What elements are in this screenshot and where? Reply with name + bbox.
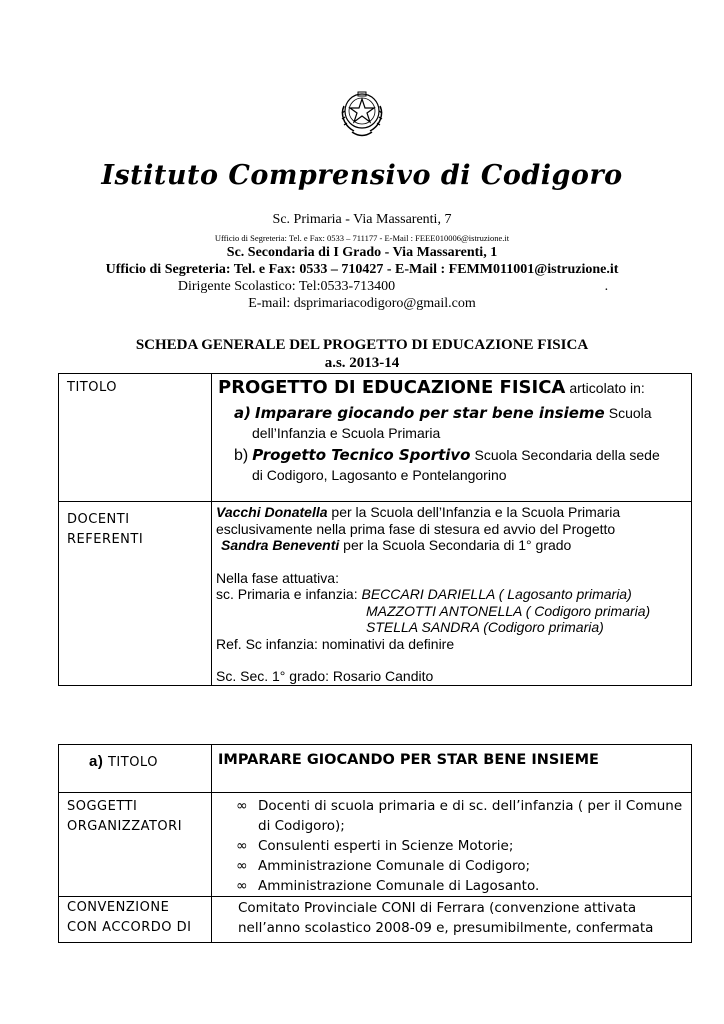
organizzatori-label: ORGANIZZATORI xyxy=(67,819,183,834)
primaria-infanzia-label: sc. Primaria e infanzia: xyxy=(216,586,362,602)
institute-title: Istituto Comprensivo di Codigoro xyxy=(101,160,623,191)
header-line-dirigente xyxy=(0,279,724,295)
teacher-role-2: per la Scuola Secondaria di 1° grado xyxy=(339,537,572,553)
ref-secondaria: Sc. Sec. 1° grado: Rosario Candito xyxy=(216,668,434,684)
a-label-prefix: a) xyxy=(89,753,104,770)
infinity-bullet-icon: ∞ xyxy=(236,878,248,894)
convenzione-text-1: Comitato Provinciale CONI di Ferrara (convenzione attivata xyxy=(238,900,637,916)
soggetto-text: Amministrazione Comunale di Lagosanto. xyxy=(258,878,540,894)
a-titolo-content-cell xyxy=(212,745,692,793)
convenzione-text-2: nell’anno scolastico 2008-09 e, presumibilmente, confermata xyxy=(238,920,654,936)
soggetti-label-cell xyxy=(59,793,212,897)
infinity-bullet-icon: ∞ xyxy=(236,838,248,854)
header-line-secondaria: Sc. Secondaria di I Grado - Via Massarenti, 1 xyxy=(226,245,498,260)
list-item xyxy=(236,876,691,896)
a-titolo-label-cell xyxy=(59,745,212,793)
header-line-primaria-contacts: Ufficio di Segreteria: Tel. e Fax: 0533 – 711177 - E-Mail : FEEE010006@istruzione.it xyxy=(214,233,510,243)
teacher-name-2: Sandra Beneventi xyxy=(221,537,340,553)
accordo-label: CON ACCORDO DI xyxy=(67,920,192,935)
attuativa-label: Nella fase attuativa: xyxy=(216,569,339,586)
list-item xyxy=(236,856,691,876)
soggetti-label: SOGGETTI xyxy=(67,799,138,814)
sub-a-rest: Scuola xyxy=(608,405,652,421)
ref-infanzia: Ref. Sc infanzia: nominativi da definire xyxy=(216,635,455,652)
infinity-bullet-icon: ∞ xyxy=(236,798,248,814)
soggetto-text: di Codigoro); xyxy=(258,818,345,834)
titolo-content-cell xyxy=(212,374,692,502)
sub-b-rest: Scuola Secondaria della sede xyxy=(474,447,660,463)
a-titolo-label: TITOLO xyxy=(107,755,158,770)
republic-emblem-icon xyxy=(336,84,388,142)
list-item xyxy=(236,816,691,836)
docenti-label: DOCENTI xyxy=(67,512,130,527)
sub-b-title: Progetto Tecnico Sportivo xyxy=(252,446,471,464)
ref-mazzotti: MAZZOTTI ANTONELLA ( Codigoro primaria) xyxy=(366,602,651,619)
header-line-email: E-mail: dsprimariacodigoro@gmail.com xyxy=(248,296,476,311)
soggetto-text: Amministrazione Comunale di Codigoro; xyxy=(258,858,531,874)
table-row xyxy=(59,745,692,793)
header-line-secondaria-contacts: Ufficio di Segreteria: Tel. e Fax: 0533 – 710427 - E-Mail : FEMM011001@istruzione.it xyxy=(105,262,619,277)
list-item xyxy=(236,796,691,816)
project-title: PROGETTO DI EDUCAZIONE FISICA xyxy=(218,377,566,398)
sub-a-title: Imparare giocando per star bene insieme xyxy=(254,404,605,422)
soggetto-text: Docenti di scuola primaria e di sc. dell’infanzia ( per il Comune xyxy=(258,798,683,814)
a-titolo-text: IMPARARE GIOCANDO PER STAR BENE INSIEME xyxy=(218,752,599,768)
sub-a-prefix: a) xyxy=(234,404,251,422)
school-year: a.s. 2013-14 xyxy=(324,355,400,371)
sub-a-rest2: dell’Infanzia e Scuola Primaria xyxy=(252,425,441,441)
convenzione-label-cell xyxy=(59,897,212,943)
sub-b-rest2: di Codigoro, Lagosanto e Pontelangorino xyxy=(252,467,507,483)
ref-beccari: BECCARI DARIELLA ( Lagosanto primaria) xyxy=(361,586,632,602)
sub-b-prefix: b) xyxy=(234,447,249,464)
infinity-bullet-icon: ∞ xyxy=(236,858,248,874)
teacher-role-1b: esclusivamente nella prima fase di stesura ed avvio del Progetto xyxy=(216,520,616,537)
list-item xyxy=(236,836,691,856)
project-general-table xyxy=(58,373,692,686)
soggetti-content-cell xyxy=(212,793,692,897)
table-row xyxy=(59,897,692,943)
table-row xyxy=(59,374,692,502)
table-row xyxy=(59,502,692,686)
convenzione-label: CONVENZIONE xyxy=(67,900,170,915)
soggetto-text: Consulenti esperti in Scienze Motorie; xyxy=(258,838,514,854)
header-line-primaria: Sc. Primaria - Via Massarenti, 7 xyxy=(272,212,452,227)
convenzione-content-cell xyxy=(212,897,692,943)
page-heading: SCHEDA GENERALE DEL PROGETTO DI EDUCAZIONE FISICA xyxy=(135,337,589,353)
project-title-suffix: articolato in: xyxy=(569,380,645,396)
docenti-label-cell xyxy=(59,502,212,686)
dirigente-dot: . xyxy=(604,279,609,294)
titolo-label-cell xyxy=(59,374,212,502)
docenti-content-cell xyxy=(212,502,692,686)
referenti-label: REFERENTI xyxy=(67,532,144,547)
ref-stella: STELLA SANDRA (Codigoro primaria) xyxy=(366,619,604,635)
titolo-label: TITOLO xyxy=(67,380,117,395)
imparare-giocando-table xyxy=(58,744,692,943)
table-row xyxy=(59,793,692,897)
teacher-name-1: Vacchi Donatella xyxy=(216,504,328,520)
dirigente-phone: Dirigente Scolastico: Tel:0533-713400 xyxy=(177,279,396,294)
teacher-role-1: per la Scuola dell’Infanzia e la Scuola Primaria xyxy=(327,504,621,520)
